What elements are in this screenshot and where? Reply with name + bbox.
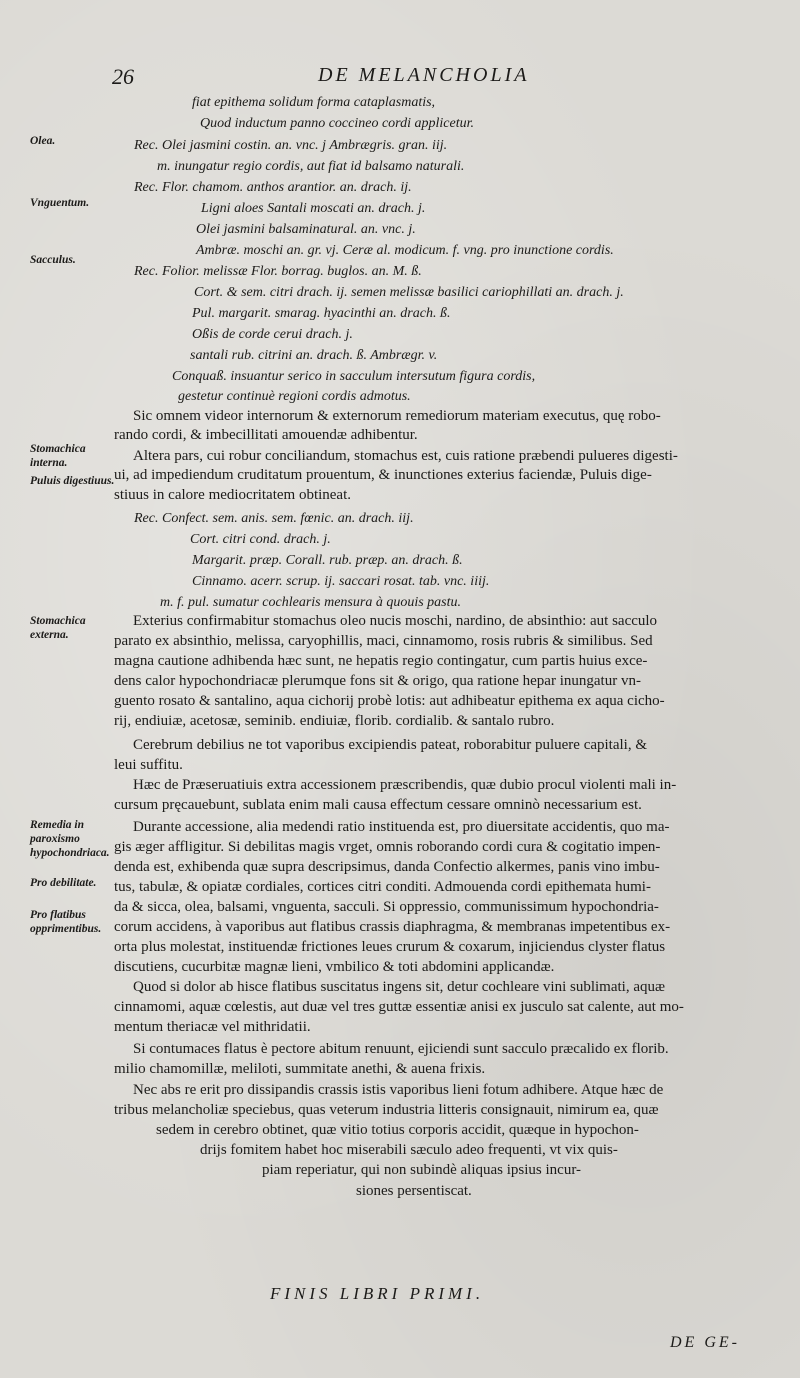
margin-note: Stomachica interna. bbox=[30, 443, 86, 469]
text-line: Olei jasmini balsaminatural. an. vnc. j. bbox=[196, 222, 416, 237]
text-line: Altera pars, cui robur conciliandum, stomachus est, cuis ratione præbendi pulueres digesti- bbox=[133, 448, 678, 464]
text-line: parato ex absinthio, melissa, caryophillis, maci, cinnamomo, rosis rubris & similibus. Sed bbox=[114, 633, 653, 649]
text-line: drijs fomitem habet hoc miserabili sæculo adeo frequenti, vt vix quis- bbox=[200, 1142, 618, 1158]
margin-note: Remedia in paroxismo hypochondriaca. bbox=[30, 819, 110, 859]
margin-note: Olea. bbox=[30, 135, 56, 147]
text-line: fiat epithema solidum forma cataplasmatis, bbox=[192, 95, 436, 110]
text-line: milio chamomillæ, meliloti, summitate anethi, & auena frixis. bbox=[114, 1061, 486, 1077]
page-number: 26 bbox=[112, 64, 134, 89]
text-line: Quod inductum panno coccineo cordi applicetur. bbox=[200, 116, 474, 131]
text-line: Rec. Confect. sem. anis. sem. fœnic. an. drach. iij. bbox=[134, 511, 414, 526]
text-line: Margarit. præp. Corall. rub. præp. an. drach. ß. bbox=[192, 553, 463, 568]
text-line: guento rosato & santalino, aqua cichorij probè lotis: aut adhibeatur epithema ex aqua cicho- bbox=[114, 693, 665, 709]
text-line: tribus melancholiæ speciebus, quas veterum industria litteris consignauit, nimirum ea, quæ bbox=[114, 1102, 659, 1118]
text-line: orta plus molestat, instituendæ frictiones leues crurum & coxarum, injiciendus clyster flatus bbox=[114, 939, 666, 955]
text-line: Cinnamo. acerr. scrup. ij. saccari rosat. tab. vnc. iiij. bbox=[192, 574, 490, 589]
text-line: siones persentiscat. bbox=[356, 1183, 472, 1199]
margin-note: Puluis digestiuus. bbox=[30, 475, 115, 487]
text-line: rij, endiuiæ, acetosæ, seminib. endiuiæ, florib. cordialib. & santalo rubro. bbox=[114, 713, 555, 729]
text-line: cinnamomi, aquæ cœlestis, aut duæ vel tres guttæ essentiæ anisi ex jusculo sat calente, aut mo- bbox=[114, 999, 684, 1015]
text-line: mentum theriacæ vel mithridatii. bbox=[114, 1019, 311, 1035]
text-line: Cort. & sem. citri drach. ij. semen melissæ basilici cariophillati an. drach. j. bbox=[194, 285, 624, 300]
text-line: Ligni aloes Santali moscati an. drach. j. bbox=[201, 201, 426, 216]
text-line: stiuus in calore mediocritatem obtineat. bbox=[114, 487, 352, 503]
text-line: piam reperiatur, qui non subindè aliquas ipsius incur- bbox=[262, 1162, 582, 1178]
text-line: ui, ad impediendum cruditatum prouentum, & inunctiones exterius faciendæ, Puluis dige- bbox=[114, 467, 652, 483]
catchword: DE GE- bbox=[670, 1334, 740, 1351]
text-line: Cerebrum debilius ne tot vaporibus excipiendis pateat, roborabitur puluere capitali, & bbox=[133, 737, 648, 753]
text-line: gestetur continuè regioni cordis admotus. bbox=[178, 389, 411, 404]
text-line: Oßis de corde cerui drach. j. bbox=[192, 327, 353, 342]
text-line: discutiens, cucurbitæ magnæ lieni, vmbilico & toti abdomini applicandæ. bbox=[114, 959, 555, 975]
text-line: Nec abs re erit pro dissipandis crassis istis vaporibus lieni fotum adhibere. Atque hæc de bbox=[133, 1082, 664, 1098]
text-line: da & sicca, olea, balsami, vnguenta, sacculi. Si oppressio, communissimum hypochondria- bbox=[114, 899, 659, 915]
text-line: cursum pręcauebunt, sublata enim mali causa effectum cessare omninò necessarium est. bbox=[114, 797, 642, 813]
text-line: m. inungatur regio cordis, aut fiat id balsamo naturali. bbox=[157, 159, 465, 174]
text-line: denda est, exhibenda quæ supra descripsimus, danda Confectio alkermes, panis vino imbu- bbox=[114, 859, 660, 875]
running-head: DE MELANCHOLIA bbox=[318, 64, 530, 86]
text-line: Rec. Flor. chamom. anthos arantior. an. drach. ij. bbox=[134, 180, 412, 195]
text-line: m. f. pul. sumatur cochlearis mensura à quouis pastu. bbox=[160, 595, 461, 610]
margin-note: Sacculus. bbox=[30, 254, 76, 266]
text-line: santali rub. citrini an. drach. ß. Ambrægr. v. bbox=[190, 348, 438, 363]
text-line: Conquaß. insuantur serico in sacculum intersutum figura cordis, bbox=[172, 369, 536, 384]
text-line: Si contumaces flatus è pectore abitum renuunt, ejiciendi sunt sacculo præcalido ex florib. bbox=[133, 1041, 669, 1057]
margin-note: Pro debilitate. bbox=[30, 877, 97, 889]
text-line: magna cautione adhibenda hæc sunt, ne hepatis regio contingatur, cum partis huius exce- bbox=[114, 653, 648, 669]
text-line: tus, tabulæ, & opiatæ cordiales, cortices citri conditi. Admouenda cordi epithemata humi- bbox=[114, 879, 651, 895]
text-line: dens calor hypochondriacæ plerumque fons sit & origo, qua ratione hepar inungatur vn- bbox=[114, 673, 641, 689]
text-line: corum accidens, à vaporibus aut flatibus crassis diaphragma, & membranas impetentibus ex- bbox=[114, 919, 671, 935]
text-line: Pul. margarit. smarag. hyacinthi an. drach. ß. bbox=[192, 306, 451, 321]
text-line: sedem in cerebro obtinet, quæ vitio totius corporis accidit, quæque in hypochon- bbox=[156, 1122, 639, 1138]
text-line: leui suffitu. bbox=[114, 757, 183, 773]
text-line: Rec. Folior. melissæ Flor. borrag. buglos. an. M. ß. bbox=[134, 264, 422, 279]
text-line: Durante accessione, alia medendi ratio instituenda est, pro diuersitate accidentis, quo ma- bbox=[133, 819, 670, 835]
text-line: Exterius confirmabitur stomachus oleo nucis moschi, nardino, de absinthio: aut sacculo bbox=[133, 613, 658, 629]
margin-note: Pro flatibus opprimentibus. bbox=[30, 909, 102, 935]
text-line: Quod si dolor ab hisce flatibus suscitatus ingens sit, detur cochleare vini sublimati, aquæ bbox=[133, 979, 665, 995]
text-line: Sic omnem videor internorum & externorum remediorum materiam executus, quę robo- bbox=[133, 408, 661, 424]
text-line: Hæc de Præseruatiuis extra accessionem præscribendis, quæ dubio procul violenti mali in- bbox=[133, 777, 677, 793]
text-line: gis æger affligitur. Si debilitas magis vrget, omnis roborando cordi cura & cogitatio impen- bbox=[114, 839, 661, 855]
book-end-title: FINIS LIBRI PRIMI. bbox=[270, 1284, 485, 1303]
text-line: Cort. citri cond. drach. j. bbox=[190, 532, 331, 547]
text-line: Rec. Olei jasmini costin. an. vnc. j Ambrægris. gran. iij. bbox=[134, 138, 448, 153]
margin-note: Vnguentum. bbox=[30, 197, 90, 209]
text-line: Ambræ. moschi an. gr. vj. Ceræ al. modicum. f. vng. pro inunctione cordis. bbox=[196, 243, 614, 258]
margin-note: Stomachica externa. bbox=[30, 615, 86, 641]
text-line: rando cordi, & imbecillitati amouendæ adhibentur. bbox=[114, 427, 418, 443]
